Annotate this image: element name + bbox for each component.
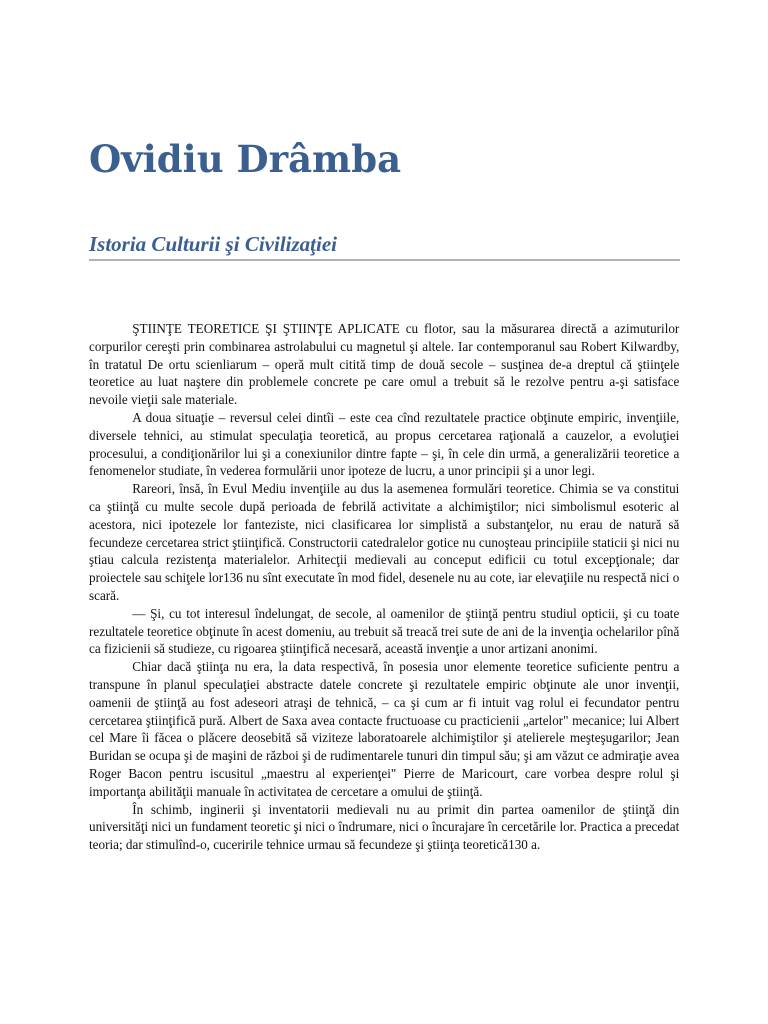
title-divider	[89, 259, 680, 261]
paragraph: — Şi, cu tot interesul îndelungat, de secole, al oamenilor de ştiinţă pentru studiul opticii, şi cu toate rezultatele teoretice obţinute în acest domeniu, au trebuit să treacă trei sute de ani de la invenţia ochelarilor pînă ca fizicienii să studieze, cu rigoarea ştiinţifică necesară, această invenţie a unor artizani anonimi.	[89, 606, 680, 658]
author-name: Ovidiu Drâmba	[89, 137, 402, 181]
body-text	[89, 321, 679, 855]
book-title: Istoria Culturii şi Civilizaţiei	[89, 232, 337, 256]
paragraph: Rareori, însă, în Evul Mediu invenţiile au dus la asemenea formulări teoretice. Chimia se va constitui ca ştiinţă cu multe secole după perioada de febrilă activitate a alchimiştilor; nici simbolismul esoteric al acestora, nici ipotezele lor fanteziste, nici clasificarea lor simplistă a substanţelor, nu erau de natură să fecundeze cercetarea strict ştiinţifică. Constructorii catedralelor gotice nu cunoşteau principiile staticii şi nici nu ştiau calcula rezistenţa materialelor. Arhitecţii medievali au conceput edificii cu totul excepţionale; dar proiectele sau schiţele lor136 nu sînt executate în mod fidel, desenele nu au cote, iar elevaţiile nu respectă nici o scară.	[89, 482, 680, 604]
paragraph: În schimb, inginerii şi inventatorii medievali nu au primit din partea oamenilor de ştiinţă din universităţi nici un fundament teoretic şi nici o îndrumare, nici o încurajare în cercetările lor. Practica a precedat teoria; dar stimulînd-o, cuceririle tehnice urmau să fecundeze şi ştiinţa teoretică130 a.	[89, 802, 680, 854]
paragraph: A doua situaţie – reversul celei dintîi – este cea cînd rezultatele practice obţinute empiric, invenţiile, diversele tehnici, au stimulat speculaţia teoretică, au propus cercetarea raţională a cauzelor, a evoluţiei procesului, a condiţionărilor lui şi a conexiunilor dintre fapte – şi, în cele din urmă, a generalizării teoretice a fenomenelor studiate, în vederea formulării unor ipoteze de lucru, a unor principii şi a unor legi.	[89, 410, 680, 480]
paragraph: ŞTIINŢE TEORETICE ŞI ŞTIINŢE APLICATE cu flotor, sau la măsurarea directă a azimuturilor corpurilor cereşti prin combinarea astrolabului cu magnetul şi altele. Iar contemporanul sau Robert Kilwardby, în tratatul De ortu scienliarum – operă mult citită timp de două secole – susţinea de-a dreptul că ştiinţele teoretice au luat naştere din problemele concrete pe care omul a trebuit să le rezolve pentru a-şi satisface nevoile vieţii sale materiale.	[89, 322, 680, 409]
paragraph: Chiar dacă ştiinţa nu era, la data respectivă, în posesia unor elemente teoretice suficiente pentru a transpune în planul speculaţiei abstracte datele concrete şi rezultatele empiric obţinute ale unor invenţii, oamenii de ştiinţă au fost adeseori atraşi de tehnică, – ca şi cum ar fi intuit vag rolul ei fecundator pentru cercetarea ştiinţifică pură. Albert de Saxa avea contacte fructuoase cu practicienii „artelor" mecanice; lui Albert cel Mare îi făcea o plăcere deosebită să viziteze laboratoarele alchimiştilor şi atelierele meşteşugarilor; Jean Buridan se ocupa şi de maşini de război şi de rudimentarele tunuri din timpul său; şi am văzut ce admiraţie avea Roger Bacon pentru iscusitul „maestru al experienţei" Pierre de Maricourt, care vorbea despre rolul şi importanţa abilităţii manuale în activitatea de cercetare a omului de ştiinţă.	[89, 660, 680, 800]
